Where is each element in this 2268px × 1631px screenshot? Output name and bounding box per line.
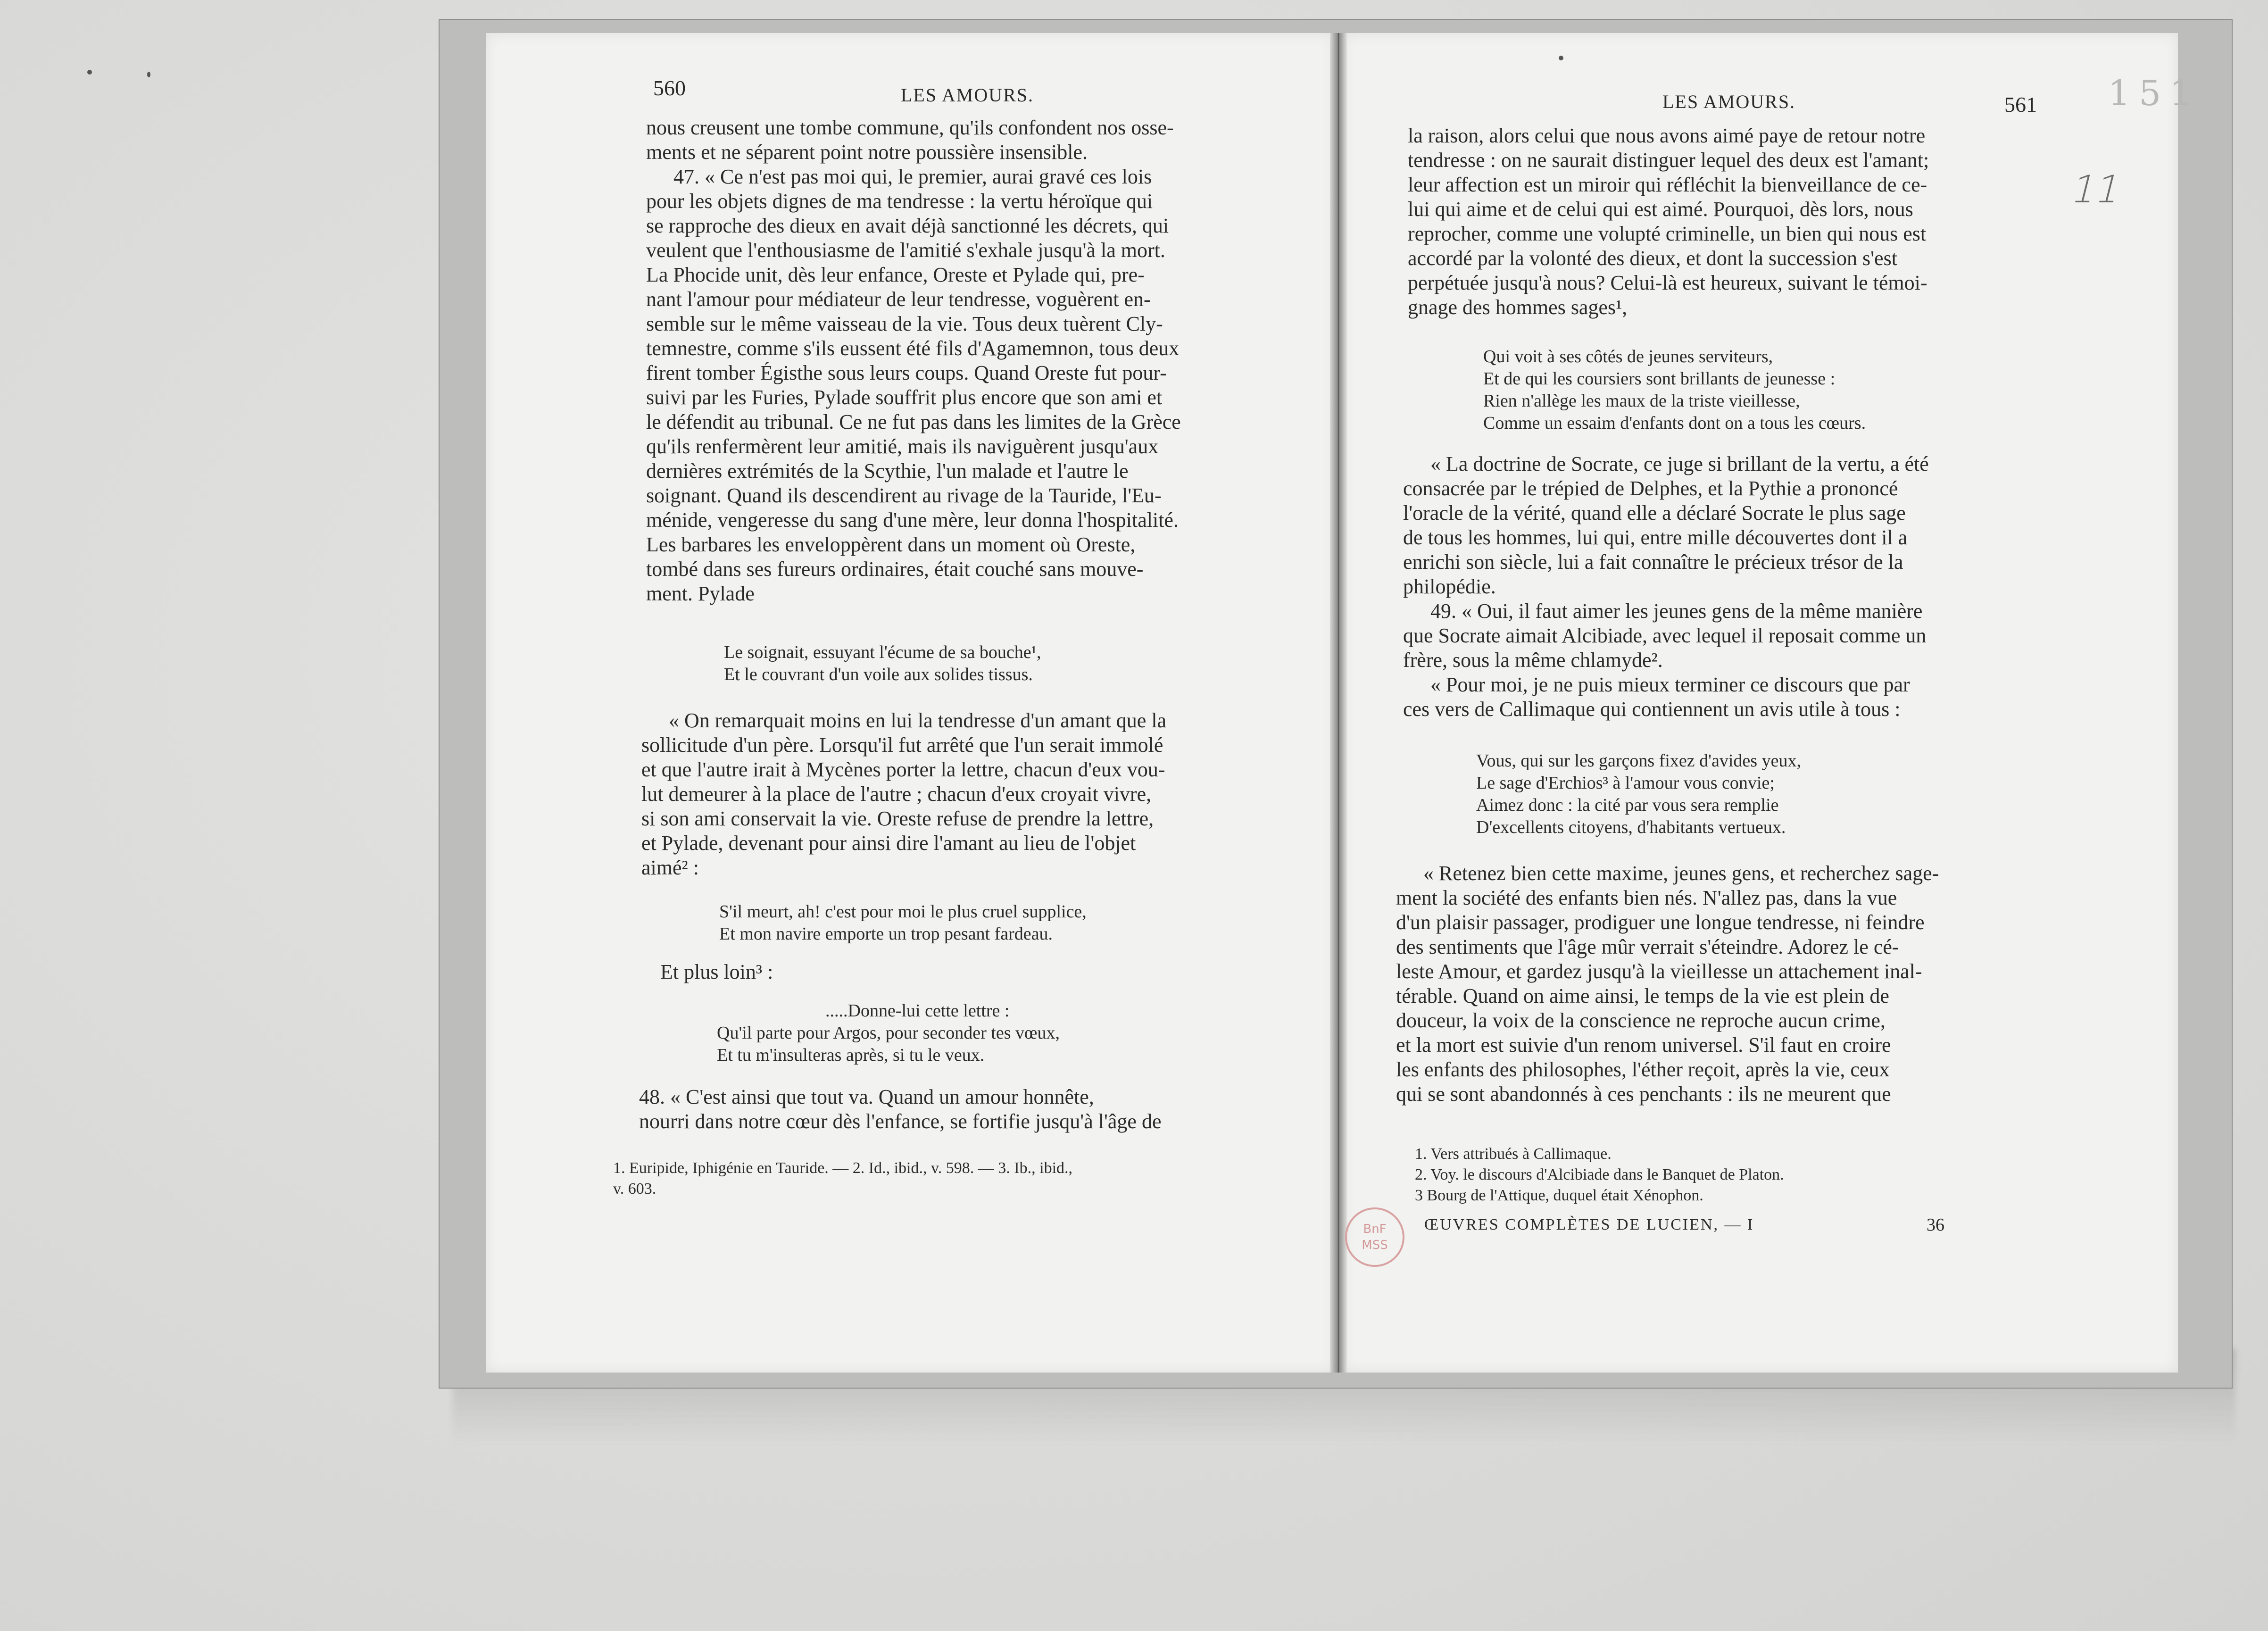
- right-body-block-1: [1408, 124, 1929, 320]
- left-body-block-3: [639, 1085, 1161, 1134]
- verse-line: Qui voit à ses côtés de jeunes serviteurs,: [1483, 347, 1773, 366]
- folio-number: 151: [2108, 73, 2201, 114]
- text-line: enrichi son siècle, lui a fait connaître le précieux trésor de la: [1403, 550, 1903, 574]
- text-line: « Retenez bien cette maxime, jeunes gens, et recherchez sage-: [1423, 862, 1939, 885]
- text-line: ces vers de Callimaque qui contiennent un avis utile à tous :: [1403, 698, 1901, 721]
- text-line: et Pylade, devenant pour ainsi dire l'amant au lieu de l'objet: [641, 832, 1136, 855]
- footnote-line: v. 603.: [613, 1180, 656, 1198]
- stamp-text-bottom: MSS: [1362, 1238, 1388, 1252]
- text-line: frère, sous la même chlamyde².: [1403, 649, 1663, 672]
- verse-line: Le soignait, essuyant l'écume de sa bouche¹,: [724, 642, 1041, 662]
- text-line: veulent que l'enthousiasme de l'amitié s'exhale jusqu'à la mort.: [646, 239, 1165, 262]
- text-line: sollicitude d'un père. Lorsqu'il fut arrêté que l'un serait immolé: [641, 733, 1163, 757]
- left-page-number: 560: [653, 76, 686, 100]
- right-running-header: LES AMOURS.: [1662, 91, 1796, 112]
- verse-line: Et mon navire emporte un trop pesant fardeau.: [719, 924, 1053, 944]
- text-line: que Socrate aimait Alcibiade, avec lequel il reposait comme un: [1403, 624, 1927, 647]
- text-line: perpétuée jusqu'à nous? Celui-là est heureux, suivant le témoi-: [1408, 271, 1927, 294]
- right-footnotes: [1415, 1144, 1784, 1206]
- dust-speck: [147, 72, 150, 77]
- text-line: nourri dans notre cœur dès l'enfance, se fortifie jusqu'à l'âge de: [639, 1110, 1162, 1133]
- text-line: l'oracle de la vérité, quand elle a déclaré Socrate le plus sage: [1403, 501, 1906, 524]
- text-line: pour les objets dignes de ma tendresse : la vertu héroïque qui: [646, 190, 1153, 213]
- text-line: la raison, alors celui que nous avons aimé paye de retour notre: [1408, 124, 1926, 147]
- text-line: qui se sont abandonnés à ces penchants : ils ne meurent que: [1396, 1082, 1891, 1106]
- text-line: leur affection est un miroir qui réfléchit la bienveillance de ce-: [1408, 173, 1927, 196]
- text-line: accordé par la volonté des dieux, et dont la succession s'est: [1408, 247, 1897, 270]
- footnote-line: 1. Vers attribués à Callimaque.: [1415, 1145, 1612, 1163]
- text-line: ment la société des enfants bien nés. N'allez pas, dans la vue: [1396, 886, 1897, 909]
- left-body-block-2: [641, 708, 1166, 880]
- text-line: tendresse : on ne saurait distinguer lequel des deux est l'amant;: [1408, 149, 1929, 172]
- text-line: des sentiments que l'âge mûr verrait s'éteindre. Adorez le cé-: [1396, 935, 1899, 958]
- text-line: les enfants des philosophes, l'éther reçoit, après la vie, ceux: [1396, 1058, 1890, 1081]
- text-line: leste Amour, et gardez jusqu'à la vieillesse un attachement inal-: [1396, 960, 1922, 983]
- text-line: « Pour moi, je ne puis mieux terminer ce discours que par: [1430, 673, 1910, 696]
- text-line: aimé² :: [641, 856, 699, 879]
- text-line: si son ami conservait la vie. Oreste refuse de prendre la lettre,: [641, 807, 1154, 830]
- text-line: reprocher, comme une volupté criminelle, un bien qui nous est: [1408, 222, 1927, 245]
- text-line: ments et ne séparent point notre poussière insensible.: [646, 141, 1088, 164]
- text-line: suivi par les Furies, Pylade souffrit plus encore que son ami et: [646, 386, 1163, 409]
- text-line: nous creusent une tombe commune, qu'ils confondent nos osse-: [646, 116, 1174, 139]
- pencil-mark: 11: [2067, 167, 2127, 211]
- left-body-block-1: [646, 116, 1181, 606]
- text-line: philopédie.: [1403, 575, 1496, 598]
- verse-line: S'il meurt, ah! c'est pour moi le plus cruel supplice,: [719, 902, 1087, 922]
- left-running-header: LES AMOURS.: [901, 84, 1034, 106]
- verse-line: Rien n'allège les maux de la triste vieillesse,: [1483, 391, 1800, 411]
- text-line: semble sur le même vaisseau de la vie. Tous deux tuèrent Cly-: [646, 312, 1163, 335]
- text-line: 48. « C'est ainsi que tout va. Quand un amour honnête,: [639, 1085, 1094, 1108]
- library-stamp: [1345, 1207, 1404, 1267]
- text-line: dernières extrémités de la Scythie, l'un malade et l'autre le: [646, 459, 1129, 483]
- dust-speck: [1559, 56, 1563, 60]
- verse-line: Le sage d'Erchios³ à l'amour vous convie;: [1476, 773, 1775, 793]
- text-line: qu'ils renfermèrent leur amitié, mais ils naviguèrent jusqu'aux: [646, 435, 1159, 458]
- text-line: gnage des hommes sages¹,: [1408, 296, 1628, 319]
- left-verse-3: [717, 1000, 1060, 1066]
- left-verse-1: [724, 641, 1041, 686]
- footnote-line: 2. Voy. le discours d'Alcibiade dans le Banquet de Platon.: [1415, 1166, 1784, 1183]
- verse-line: Et le couvrant d'un voile aux solides tissus.: [724, 665, 1033, 684]
- sheet-number: 36: [1927, 1215, 1944, 1235]
- footnote-line: 3 Bourg de l'Attique, duquel était Xénophon.: [1415, 1187, 1703, 1204]
- dust-speck: [87, 70, 92, 75]
- footnote-line: 1. Euripide, Iphigénie en Tauride. — 2. Id., ibid., v. 598. — 3. Ib., ibid.,: [613, 1159, 1073, 1177]
- verse-line: Aimez donc : la cité par vous sera remplie: [1476, 795, 1779, 815]
- right-page-number: 561: [2004, 92, 2037, 116]
- text-line: « On remarquait moins en lui la tendresse d'un amant que la: [669, 709, 1167, 732]
- right-body-block-3: [1396, 861, 1939, 1107]
- text-line: ménide, vengeresse du sang d'une mère, leur donna l'hospitalité.: [646, 508, 1179, 532]
- text-line: tombé dans ses fureurs ordinaires, était couché sans mouve-: [646, 558, 1144, 581]
- stamp-text-top: BnF: [1363, 1222, 1387, 1236]
- text-line: 49. « Oui, il faut aimer les jeunes gens de la même manière: [1430, 599, 1923, 623]
- text-line: se rapproche des dieux en avait déjà sanctionné les décrets, qui: [646, 214, 1169, 237]
- text-line: douceur, la voix de la conscience ne reproche aucun crime,: [1396, 1009, 1886, 1032]
- text-line: d'un plaisir passager, prodiguer une longue tendresse, ni feindre: [1396, 911, 1925, 934]
- text-line: lui qui aime et de celui qui est aimé. Pourquoi, dès lors, nous: [1408, 198, 1913, 221]
- text-line: lut demeurer à la place de l'autre ; chacun d'eux croyait vivre,: [641, 782, 1152, 806]
- right-body-block-2: [1403, 452, 1929, 722]
- text-line: La Phocide unit, dès leur enfance, Oreste et Pylade qui, pre-: [646, 263, 1145, 286]
- verse-line: Et tu m'insulteras après, si tu le veux.: [717, 1045, 985, 1065]
- text-line: temnestre, comme s'ils eussent été fils d'Agamemnon, tous deux: [646, 337, 1180, 360]
- text-line: consacrée par le trépied de Delphes, et la Pythie a prononcé: [1403, 477, 1898, 500]
- text-line: ment. Pylade: [646, 582, 755, 605]
- verse-line: Vous, qui sur les garçons fixez d'avides yeux,: [1476, 751, 1801, 771]
- verse-line: D'excellents citoyens, d'habitants vertueux.: [1476, 817, 1786, 837]
- text-line: térable. Quand on aime ainsi, le temps de la vie est plein de: [1396, 984, 1889, 1007]
- right-verse-1: [1483, 346, 1866, 434]
- text-line: 47. « Ce n'est pas moi qui, le premier, aurai gravé ces lois: [673, 165, 1152, 188]
- text-line: et que l'autre irait à Mycènes porter la lettre, chacun d'eux vou-: [641, 758, 1165, 781]
- right-verse-2: [1476, 750, 1801, 839]
- text-line: et la mort est suivie d'un renom universel. S'il faut en croire: [1396, 1033, 1891, 1057]
- text-line: le défendit au tribunal. Ce ne fut pas dans les limites de la Grèce: [646, 410, 1181, 433]
- text-line: nant l'amour pour médiateur de leur tendresse, voguèrent en-: [646, 288, 1151, 311]
- text-line: « La doctrine de Socrate, ce juge si brillant de la vertu, a été: [1430, 452, 1929, 475]
- verse-line: .....Donne-lui cette lettre :: [825, 1001, 1010, 1021]
- text-line: Les barbares les enveloppèrent dans un moment où Oreste,: [646, 533, 1136, 556]
- text-line: firent tomber Égisthe sous leurs coups. Quand Oreste fut pour-: [646, 361, 1167, 384]
- verse-line: Qu'il parte pour Argos, pour seconder tes vœux,: [717, 1023, 1060, 1043]
- verse-line: Comme un essaim d'enfants dont on a tous les cœurs.: [1483, 413, 1866, 433]
- text-line: de tous les hommes, lui qui, entre mille découvertes dont il a: [1403, 526, 1908, 549]
- series-title: ŒUVRES COMPLÈTES DE LUCIEN, — I: [1424, 1216, 1754, 1233]
- left-plus-loin: Et plus loin³ :: [660, 960, 773, 983]
- left-footnotes: [613, 1158, 1072, 1199]
- book-gutter: [1330, 33, 1347, 1373]
- text-line: soignant. Quand ils descendirent au rivage de la Tauride, l'Eu-: [646, 484, 1162, 507]
- left-verse-2: [719, 901, 1087, 945]
- verse-line: Et de qui les coursiers sont brillants de jeunesse :: [1483, 369, 1836, 389]
